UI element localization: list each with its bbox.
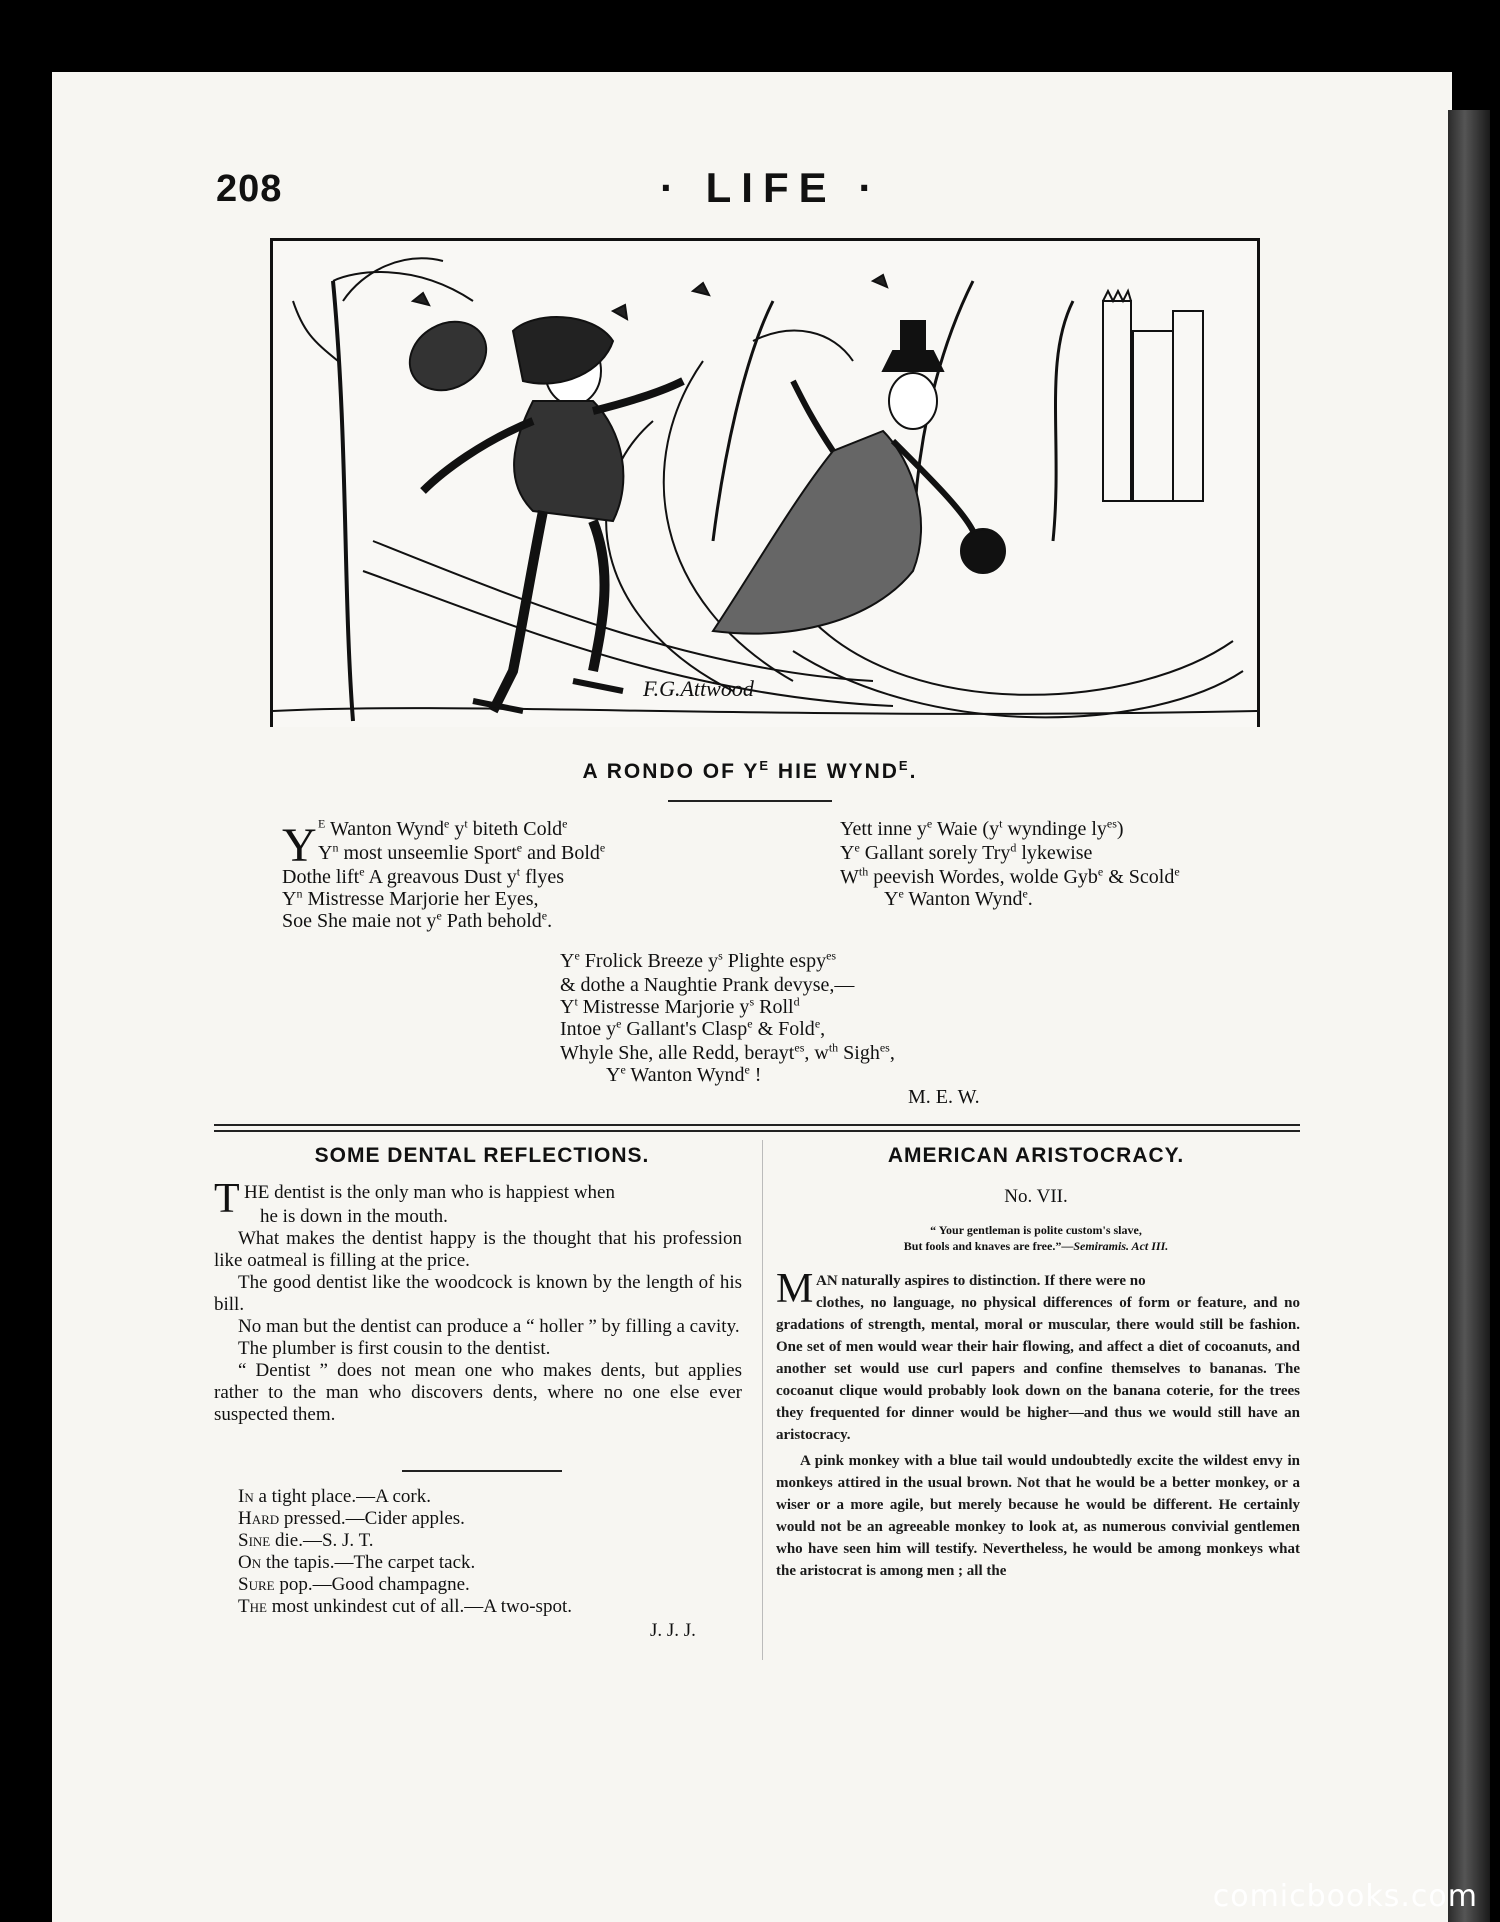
dental-signature: J. J. J. [650, 1620, 696, 1641]
dental-title: SOME DENTAL REFLECTIONS. [314, 1144, 650, 1167]
dental-paragraph: No man but the dentist can produce a “ holler ” by filling a cavity. [238, 1316, 740, 1337]
dental-divider [402, 1470, 562, 1472]
poem-line: $Y^e$ Wanton Wynd$^e$ ! [606, 1062, 762, 1086]
pun-line: The most unkindest cut of all.—A two-spot. [238, 1596, 572, 1617]
poem-line: $Y^n$ most unseemlie Sport$^e$ and Bold$^e$ [318, 840, 606, 864]
pun-line: Sure pop.—Good champagne. [238, 1574, 470, 1595]
section-rule-bottom [214, 1130, 1300, 1132]
poem-dropcap: Y [282, 819, 317, 872]
dental-first-line-cont: he is down in the mouth. [260, 1206, 448, 1227]
dental-dropcap: T [214, 1176, 240, 1222]
dental-first-line: HE dentist is the only man who is happiest when [244, 1182, 615, 1203]
poem-title-rule [668, 800, 832, 802]
aristocracy-paragraph: A pink monkey with a blue tail would undoubtedly excite the wildest envy in monkeys attired in the usual brown. Not that he would be a better monkey, or a wiser or a more agile, but merely because he would be different. He certainly would not be an agreeable monkey to look at, as numerous convivial gentlemen who have seen him will testify. Nevertheless, he would be among monkeys what the aristocrat is among men ; all the [776, 1453, 1300, 1579]
poem-line: $Y^e$ Frolick Breeze $y^s$ Plighte espy$^{es}$ [560, 948, 837, 972]
poem-author: M. E. W. [908, 1086, 980, 1108]
poem-line: Soe She maie not $y^e$ Path behold$^e$. [282, 908, 553, 932]
aristocracy-first-line: AN naturally aspires to distinction. If there were no [816, 1273, 1146, 1289]
illustration-signature: F.G.Attwood [643, 676, 754, 701]
poem-line: Dothe lift$^e$ A greavous Dust $y^t$ flyes [282, 864, 564, 888]
dental-paragraph: The plumber is first cousin to the dentist. [238, 1338, 551, 1359]
puns-list [238, 1486, 738, 1618]
site-watermark: comicbooks.com [1212, 1879, 1478, 1914]
masthead-title: · LIFE · [660, 164, 883, 211]
poem-line: $W^{th}$ peevish Wordes, wolde Gyb$^e$ & Scold$^e$ [840, 864, 1180, 888]
page-binding-edge [1448, 110, 1490, 1922]
dental-paragraph: The good dentist like the woodcock is known by the length of his bill. [214, 1272, 742, 1315]
aristocracy-paragraph: clothes, no language, no physical differences of form or feature, and no gradations of strength, mental, moral or muscular, there would still be fashion. One set of men would wear their hair flowing, and affect a diet of cocoanuts, and another set would use curl papers and confine themselves to bananas. The cocoanut clique would probably look down on the banana coterie, for the trees they frequented for dinner would be higher—and thus we would still have an aristocracy. [776, 1295, 1300, 1443]
column-divider [762, 1140, 763, 1660]
pun-line: On the tapis.—The carpet tack. [238, 1552, 476, 1573]
illustration-wind-scene [270, 238, 1260, 727]
dental-paragraphs [214, 1228, 742, 1426]
poem-line: & dothe a Naughtie Prank devyse,— [560, 974, 855, 996]
poem-line: $Y^e$ Wanton Wynd$^e$. [884, 886, 1033, 910]
poem-line: Yett inne $y^e$ Waie ($y^t$ wyndinge $ly^{es}$) [840, 816, 1124, 840]
poem-line: $^E$ Wanton Wynd$^e$ $y^t$ biteth Cold$^e$ [318, 816, 568, 840]
page-number: 208 [216, 168, 283, 210]
aristocracy-dropcap: M [776, 1266, 814, 1312]
aristocracy-body [776, 1292, 1300, 1582]
epigraph [776, 1222, 1296, 1254]
poem-title: A RONDO OF $Y^E$ HIE $WYND^E$. [582, 758, 918, 783]
poem-line: $Y^e$ Gallant sorely Try$^d$ lykewise [840, 840, 1093, 864]
pun-line: Hard pressed.—Cider apples. [238, 1508, 465, 1529]
dental-paragraph: What makes the dentist happy is the thought that his profession like oatmeal is filling at the price. [214, 1228, 742, 1271]
pun-line: Sine die.—S. J. T. [238, 1530, 374, 1551]
epigraph-line: “ Your gentleman is polite custom's slave, [930, 1223, 1142, 1237]
dental-paragraph: “ Dentist ” does not mean one who makes dents, but applies rather to the man who discovers dents, where no one else ever suspected them. [214, 1360, 742, 1425]
aristocracy-number: No. VII. [1004, 1186, 1068, 1207]
poem-line: Intoe $y^e$ Gallant's Clasp$^e$ & Fold$^e$, [560, 1016, 826, 1040]
illustration-drawing [273, 241, 1257, 727]
pun-line: In a tight place.—A cork. [238, 1486, 431, 1507]
section-rule-top [214, 1124, 1300, 1126]
epigraph-line: But fools and knaves are free.”—Semiramis. Act III. [903, 1239, 1169, 1253]
poem-line: $Y^t$ Mistresse Marjorie $y^s$ Roll$^d$ [560, 994, 800, 1018]
poem-line: $Y^n$ Mistresse Marjorie her Eyes, [282, 886, 539, 910]
poem-line: Whyle She, alle Redd, berayt$^{es}$, $w^{th}$ Sigh$^{es}$, [560, 1040, 895, 1064]
aristocracy-title: AMERICAN ARISTOCRACY. [887, 1144, 1185, 1167]
